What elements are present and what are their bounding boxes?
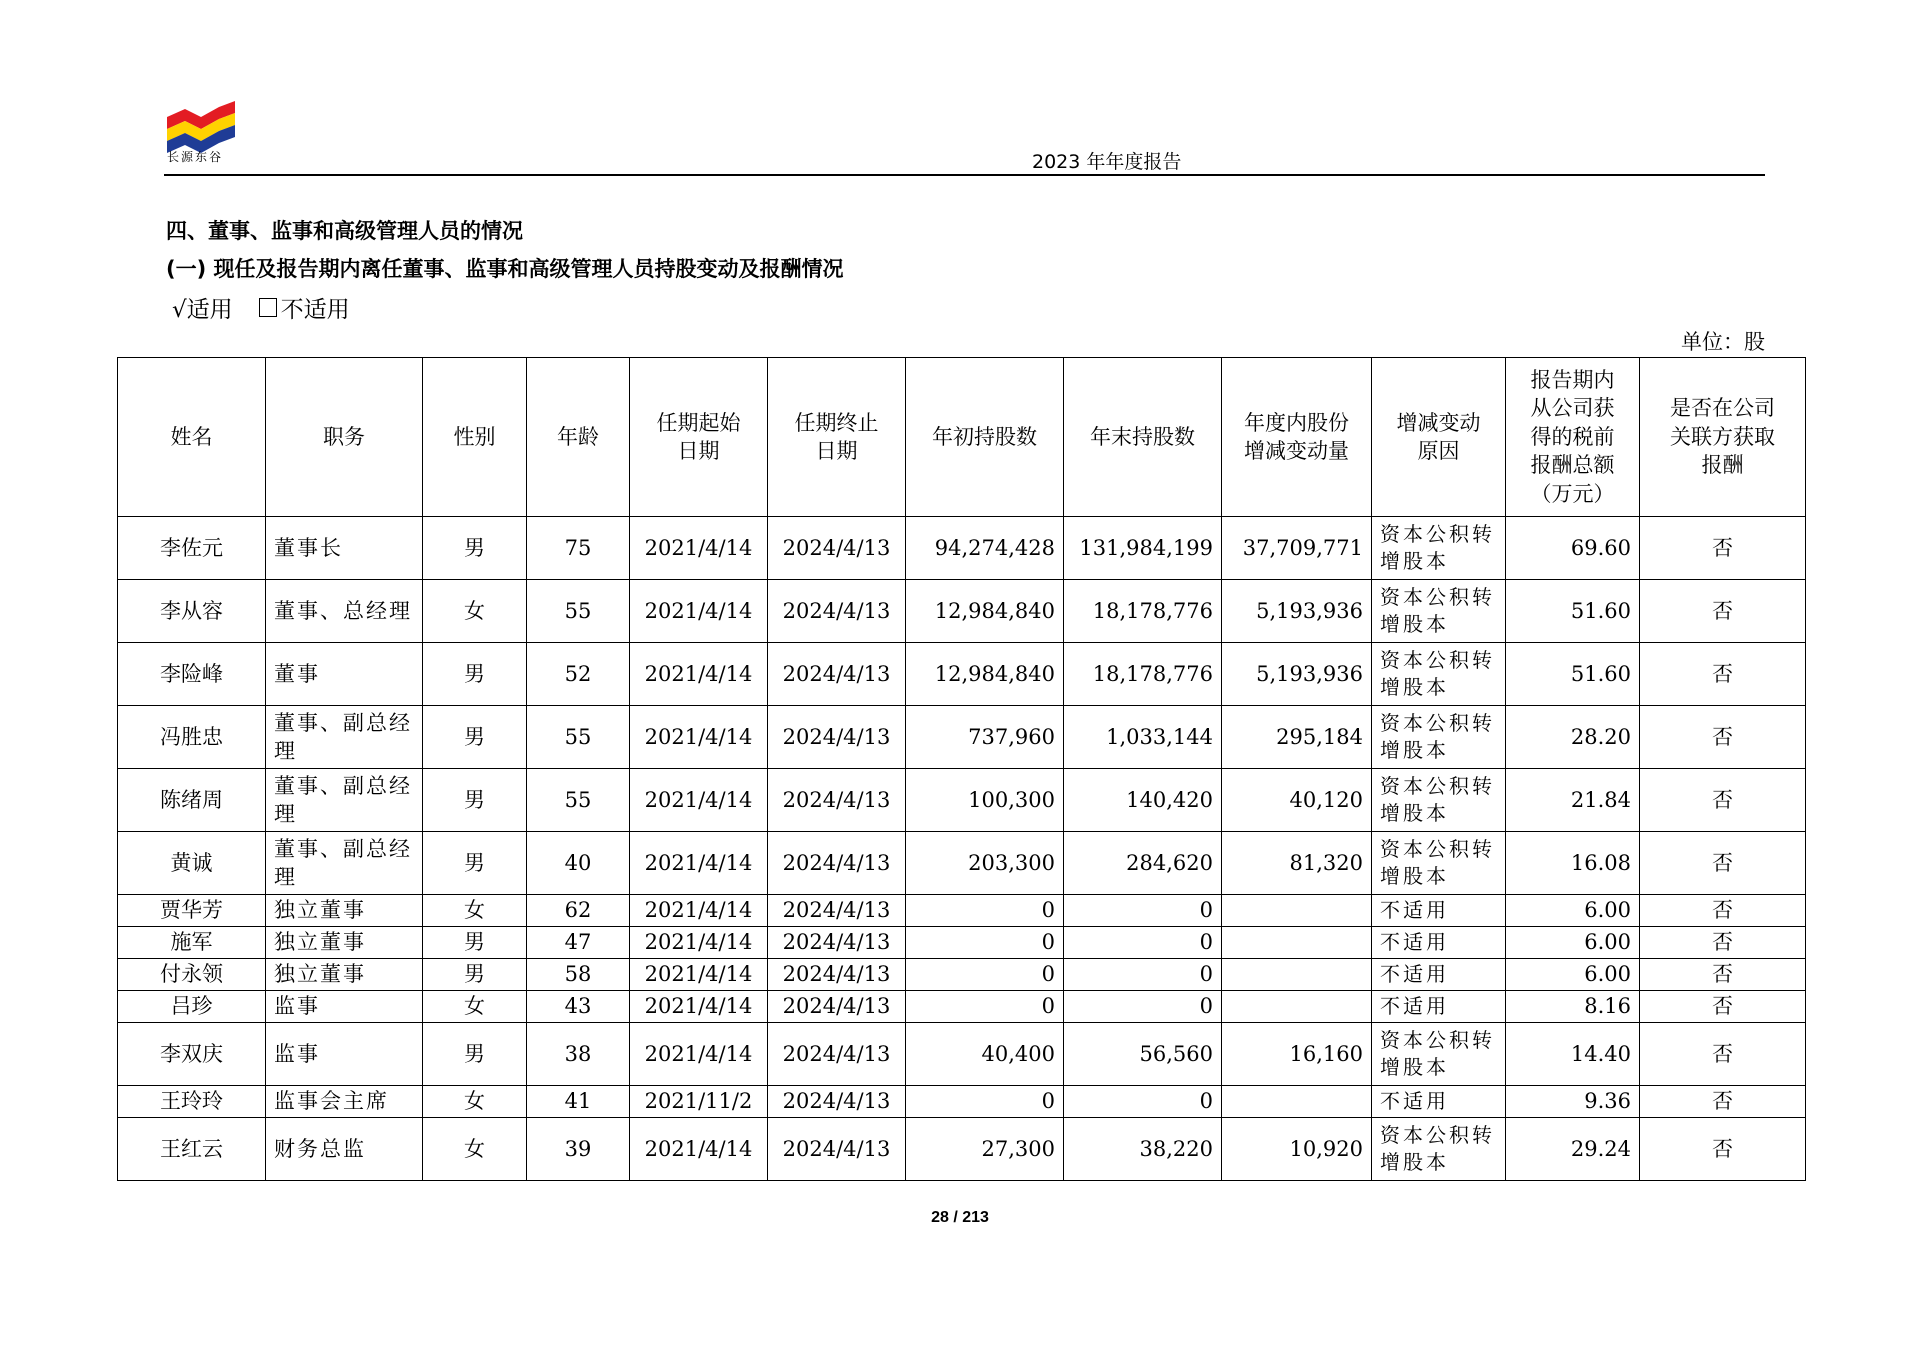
table-row	[118, 927, 1806, 959]
share-change-cell	[1222, 959, 1372, 991]
ending-shares-cell: 56,560	[1064, 1023, 1222, 1086]
related-party-pay-cell: 否	[1640, 959, 1806, 991]
ending-shares-cell: 0	[1064, 991, 1222, 1023]
ending-shares-cell: 18,178,776	[1064, 580, 1222, 643]
change-reason-cell: 不适用	[1372, 1086, 1506, 1118]
name-cell: 黄诚	[118, 832, 266, 895]
beginning-shares-cell: 0	[906, 1086, 1064, 1118]
share-change-cell: 81,320	[1222, 832, 1372, 895]
table-row	[118, 1023, 1806, 1086]
position-cell: 董事	[266, 643, 423, 706]
age-cell: 75	[527, 517, 630, 580]
column-header-line: 报酬	[1701, 453, 1744, 478]
column-header-line: 原因	[1417, 439, 1460, 463]
beginning-shares-cell: 0	[906, 991, 1064, 1023]
table-row	[118, 1086, 1806, 1118]
gender-cell: 女	[423, 991, 527, 1023]
beginning-shares-cell: 94,274,428	[906, 517, 1064, 580]
beginning-shares-cell: 40,400	[906, 1023, 1064, 1086]
column-header-line: 年度内股份	[1244, 410, 1349, 435]
related-party-pay-cell: 否	[1640, 991, 1806, 1023]
column-header-line: 年初持股数	[932, 424, 1037, 449]
term-end-cell: 2024/4/13	[768, 1023, 906, 1086]
age-cell: 62	[527, 895, 630, 927]
related-party-pay-cell: 否	[1640, 643, 1806, 706]
ending-shares-cell: 131,984,199	[1064, 517, 1222, 580]
ending-shares-cell: 140,420	[1064, 769, 1222, 832]
column-header	[630, 358, 768, 517]
column-header-line: 性别	[453, 424, 496, 449]
change-reason-cell: 不适用	[1372, 991, 1506, 1023]
related-party-pay-cell: 否	[1640, 895, 1806, 927]
column-header-line: 增减变动	[1396, 410, 1481, 435]
position-cell: 董事、总经理	[266, 580, 423, 643]
term-end-cell: 2024/4/13	[768, 991, 906, 1023]
term-start-cell: 2021/4/14	[630, 959, 768, 991]
related-party-pay-cell: 否	[1640, 580, 1806, 643]
compensation-cell: 9.36	[1506, 1086, 1640, 1118]
beginning-shares-cell: 0	[906, 927, 1064, 959]
position-cell: 监事	[266, 1023, 423, 1086]
position-cell: 董事长	[266, 517, 423, 580]
position-cell: 独立董事	[266, 895, 423, 927]
position-cell: 董事、副总经理	[266, 832, 423, 895]
gender-cell: 女	[423, 1086, 527, 1118]
term-start-cell: 2021/4/14	[630, 706, 768, 769]
age-cell: 55	[527, 706, 630, 769]
share-change-cell: 16,160	[1222, 1023, 1372, 1086]
change-reason-cell: 资本公积转增股本	[1372, 517, 1506, 580]
column-header-line: （万元）	[1530, 481, 1615, 506]
column-header-line: 日期	[677, 439, 720, 463]
share-change-cell	[1222, 991, 1372, 1023]
position-cell: 财务总监	[266, 1118, 423, 1181]
share-change-cell: 5,193,936	[1222, 580, 1372, 643]
compensation-cell: 6.00	[1506, 959, 1640, 991]
related-party-pay-cell: 否	[1640, 517, 1806, 580]
change-reason-cell: 不适用	[1372, 895, 1506, 927]
change-reason-cell: 资本公积转增股本	[1372, 580, 1506, 643]
column-header	[266, 358, 423, 517]
share-change-cell	[1222, 895, 1372, 927]
name-cell: 李险峰	[118, 643, 266, 706]
compensation-cell: 6.00	[1506, 927, 1640, 959]
name-cell: 付永领	[118, 959, 266, 991]
column-header-line: 姓名	[170, 424, 213, 449]
column-header	[1064, 358, 1222, 517]
related-party-pay-cell: 否	[1640, 1086, 1806, 1118]
table-row	[118, 643, 1806, 706]
column-header-line: 任期终止	[794, 410, 879, 435]
not-applicable-option: 不适用	[280, 297, 350, 323]
unchecked-box-icon	[259, 298, 277, 317]
age-cell: 55	[527, 769, 630, 832]
beginning-shares-cell: 737,960	[906, 706, 1064, 769]
compensation-cell: 69.60	[1506, 517, 1640, 580]
column-header	[1222, 358, 1372, 517]
related-party-pay-cell: 否	[1640, 769, 1806, 832]
column-header	[1372, 358, 1506, 517]
column-header-line: 日期	[815, 439, 858, 463]
gender-cell: 女	[423, 1118, 527, 1181]
term-end-cell: 2024/4/13	[768, 769, 906, 832]
gender-cell: 男	[423, 832, 527, 895]
share-change-cell: 40,120	[1222, 769, 1372, 832]
table-row	[118, 959, 1806, 991]
compensation-cell: 6.00	[1506, 895, 1640, 927]
term-start-cell: 2021/4/14	[630, 517, 768, 580]
share-change-cell	[1222, 1086, 1372, 1118]
shareholding-table	[117, 357, 1806, 1181]
ending-shares-cell: 0	[1064, 959, 1222, 991]
term-start-cell: 2021/4/14	[630, 1118, 768, 1181]
column-header-line: 任期起始	[656, 410, 741, 435]
table-row	[118, 517, 1806, 580]
ending-shares-cell: 18,178,776	[1064, 643, 1222, 706]
beginning-shares-cell: 100,300	[906, 769, 1064, 832]
beginning-shares-cell: 12,984,840	[906, 643, 1064, 706]
table-row	[118, 832, 1806, 895]
table-row	[118, 895, 1806, 927]
column-header	[423, 358, 527, 517]
age-cell: 52	[527, 643, 630, 706]
position-cell: 独立董事	[266, 927, 423, 959]
gender-cell: 男	[423, 643, 527, 706]
column-header-line: 关联方获取	[1670, 424, 1775, 449]
term-start-cell: 2021/4/14	[630, 991, 768, 1023]
term-end-cell: 2024/4/13	[768, 1118, 906, 1181]
term-end-cell: 2024/4/13	[768, 895, 906, 927]
applicability-options	[172, 291, 350, 324]
term-start-cell: 2021/4/14	[630, 643, 768, 706]
compensation-cell: 21.84	[1506, 769, 1640, 832]
name-cell: 吕珍	[118, 991, 266, 1023]
ending-shares-cell: 0	[1064, 1086, 1222, 1118]
compensation-cell: 14.40	[1506, 1023, 1640, 1086]
age-cell: 43	[527, 991, 630, 1023]
age-cell: 38	[527, 1023, 630, 1086]
page-number: 28 / 213	[931, 1209, 989, 1226]
term-end-cell: 2024/4/13	[768, 832, 906, 895]
term-start-cell: 2021/4/14	[630, 895, 768, 927]
age-cell: 39	[527, 1118, 630, 1181]
beginning-shares-cell: 203,300	[906, 832, 1064, 895]
column-header-line: 得的税前	[1530, 424, 1615, 449]
change-reason-cell: 不适用	[1372, 927, 1506, 959]
column-header-line: 增减变动量	[1244, 439, 1349, 463]
beginning-shares-cell: 12,984,840	[906, 580, 1064, 643]
column-header-line: 从公司获	[1530, 396, 1615, 421]
age-cell: 55	[527, 580, 630, 643]
term-start-cell: 2021/11/2	[630, 1086, 768, 1118]
term-end-cell: 2024/4/13	[768, 927, 906, 959]
compensation-cell: 51.60	[1506, 643, 1640, 706]
change-reason-cell: 资本公积转增股本	[1372, 1118, 1506, 1181]
change-reason-cell: 不适用	[1372, 959, 1506, 991]
term-end-cell: 2024/4/13	[768, 517, 906, 580]
column-header-line: 报告期内	[1530, 368, 1615, 393]
share-change-cell: 295,184	[1222, 706, 1372, 769]
ending-shares-cell: 284,620	[1064, 832, 1222, 895]
column-header-line: 职务	[323, 424, 365, 449]
related-party-pay-cell: 否	[1640, 1118, 1806, 1181]
name-cell: 施军	[118, 927, 266, 959]
column-header	[906, 358, 1064, 517]
name-cell: 李佐元	[118, 517, 266, 580]
table-row	[118, 580, 1806, 643]
position-cell: 监事会主席	[266, 1086, 423, 1118]
age-cell: 58	[527, 959, 630, 991]
gender-cell: 女	[423, 580, 527, 643]
beginning-shares-cell: 27,300	[906, 1118, 1064, 1181]
gender-cell: 男	[423, 769, 527, 832]
change-reason-cell: 资本公积转增股本	[1372, 643, 1506, 706]
table-header-row	[118, 358, 1806, 517]
share-change-cell	[1222, 927, 1372, 959]
share-change-cell: 5,193,936	[1222, 643, 1372, 706]
gender-cell: 男	[423, 927, 527, 959]
table-row	[118, 769, 1806, 832]
change-reason-cell: 资本公积转增股本	[1372, 832, 1506, 895]
name-cell: 李从容	[118, 580, 266, 643]
column-header	[768, 358, 906, 517]
table-row	[118, 706, 1806, 769]
applicable-checked-option: √适用	[172, 297, 233, 323]
column-header	[1640, 358, 1806, 517]
change-reason-cell: 资本公积转增股本	[1372, 1023, 1506, 1086]
share-change-cell: 10,920	[1222, 1118, 1372, 1181]
unit-label: 单位：股	[1681, 330, 1765, 354]
related-party-pay-cell: 否	[1640, 927, 1806, 959]
term-end-cell: 2024/4/13	[768, 643, 906, 706]
term-end-cell: 2024/4/13	[768, 1086, 906, 1118]
position-cell: 董事、副总经理	[266, 706, 423, 769]
subsection-heading: (一) 现任及报告期内离任董事、监事和高级管理人员持股变动及报酬情况	[166, 257, 844, 281]
gender-cell: 男	[423, 517, 527, 580]
column-header	[1506, 358, 1640, 517]
table-row	[118, 1118, 1806, 1181]
compensation-cell: 8.16	[1506, 991, 1640, 1023]
age-cell: 41	[527, 1086, 630, 1118]
column-header	[527, 358, 630, 517]
ending-shares-cell: 0	[1064, 927, 1222, 959]
name-cell: 陈绪周	[118, 769, 266, 832]
ending-shares-cell: 0	[1064, 895, 1222, 927]
section-heading: 四、董事、监事和高级管理人员的情况	[166, 219, 523, 243]
position-cell: 董事、副总经理	[266, 769, 423, 832]
term-start-cell: 2021/4/14	[630, 769, 768, 832]
name-cell: 李双庆	[118, 1023, 266, 1086]
compensation-cell: 16.08	[1506, 832, 1640, 895]
share-change-cell: 37,709,771	[1222, 517, 1372, 580]
position-cell: 监事	[266, 991, 423, 1023]
age-cell: 47	[527, 927, 630, 959]
table-body	[118, 517, 1806, 1181]
related-party-pay-cell: 否	[1640, 1023, 1806, 1086]
beginning-shares-cell: 0	[906, 959, 1064, 991]
table-row	[118, 991, 1806, 1023]
header-divider	[164, 174, 1765, 176]
term-start-cell: 2021/4/14	[630, 580, 768, 643]
change-reason-cell: 资本公积转增股本	[1372, 706, 1506, 769]
column-header-line: 年末持股数	[1090, 424, 1195, 449]
term-start-cell: 2021/4/14	[630, 1023, 768, 1086]
column-header-line: 是否在公司	[1670, 396, 1775, 421]
name-cell: 王红云	[118, 1118, 266, 1181]
age-cell: 40	[527, 832, 630, 895]
change-reason-cell: 资本公积转增股本	[1372, 769, 1506, 832]
gender-cell: 男	[423, 959, 527, 991]
gender-cell: 女	[423, 895, 527, 927]
logo-text: 长源东谷	[167, 150, 224, 164]
compensation-cell: 29.24	[1506, 1118, 1640, 1181]
compensation-cell: 51.60	[1506, 580, 1640, 643]
compensation-cell: 28.20	[1506, 706, 1640, 769]
term-start-cell: 2021/4/14	[630, 927, 768, 959]
beginning-shares-cell: 0	[906, 895, 1064, 927]
gender-cell: 男	[423, 1023, 527, 1086]
term-end-cell: 2024/4/13	[768, 959, 906, 991]
position-cell: 独立董事	[266, 959, 423, 991]
term-end-cell: 2024/4/13	[768, 706, 906, 769]
term-end-cell: 2024/4/13	[768, 580, 906, 643]
name-cell: 王玲玲	[118, 1086, 266, 1118]
column-header-line: 年龄	[557, 424, 599, 449]
ending-shares-cell: 1,033,144	[1064, 706, 1222, 769]
ending-shares-cell: 38,220	[1064, 1118, 1222, 1181]
term-start-cell: 2021/4/14	[630, 832, 768, 895]
related-party-pay-cell: 否	[1640, 706, 1806, 769]
report-title: 2023 年年度报告	[1032, 151, 1182, 173]
gender-cell: 男	[423, 706, 527, 769]
name-cell: 贾华芳	[118, 895, 266, 927]
related-party-pay-cell: 否	[1640, 832, 1806, 895]
name-cell: 冯胜忠	[118, 706, 266, 769]
column-header	[118, 358, 266, 517]
column-header-line: 报酬总额	[1530, 453, 1615, 478]
